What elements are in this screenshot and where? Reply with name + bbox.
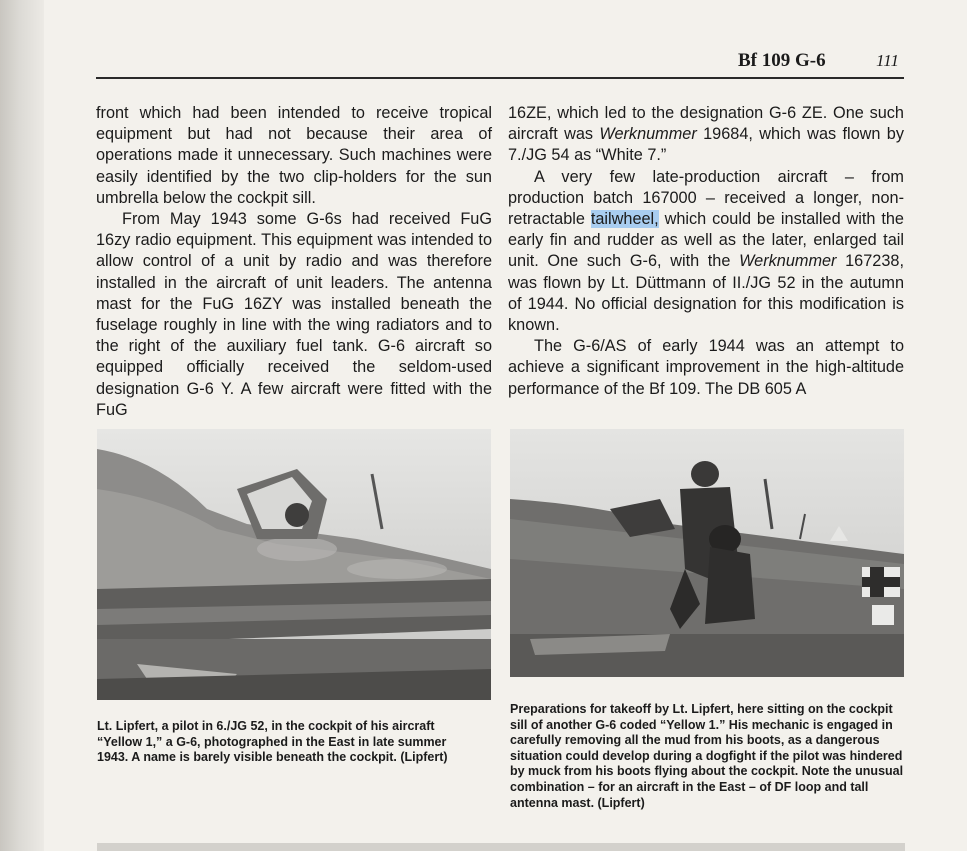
page-number: 111 [876, 51, 899, 70]
photo-caption-left: Lt. Lipfert, a pilot in 6./JG 52, in the cockpit of his aircraft “Yellow 1,” a G-6, photographed in the East in late summer 1943. A name is barely visible beneath the cockpit. (Lipfert) [97, 719, 448, 765]
paragraph: 16ZE, which led to the designation G-6 ZE. One such aircraft was Werknummer 19684, which was flown by 7./JG 54 as “White 7.” [508, 104, 904, 165]
text-column-right [508, 103, 904, 400]
paragraph: From May 1943 some G-6s had received FuG 16zy radio equipment. This equipment was intended to allow control of a unit by radio and was therefore installed in the aircraft of unit leaders. The antenna mast for the FuG 16ZY was installed beneath the fuselage roughly in line with the wing radiators and to the right of the auxiliary fuel tank. G-6 aircraft so equipped officially received the seldom-used designation G-6 Y. A few aircraft were fitted with the FuG [96, 210, 492, 419]
aircraft-photo-illustration [510, 429, 904, 677]
selected-text-highlight[interactable]: tailwheel, [590, 210, 659, 229]
photo-mechanic-cleaning-boots [510, 429, 904, 677]
paragraph: The G-6/AS of early 1944 was an attempt to achieve a significant improvement in the high-altitude performance of the Bf 109. The DB 605 A [508, 337, 904, 398]
photo-caption-right: Preparations for takeoff by Lt. Lipfert, here sitting on the cockpit sill of another G-6 coded “Yellow 1.” His mechanic is engaged in carefully removing all the mud from his boots, as a dangerous situation could develop during a dogfight if the pilot was hindered by muck from his boots flying about the cockpit. Note the unusual combination – for an aircraft in the East – of DF loop and tall antenna mast. (Lipfert) [510, 702, 904, 810]
text-column-left [96, 103, 492, 421]
paragraph: A very few late-production aircraft – from production batch 167000 – received a longer, non-retractable tailwheel, which could be installed with the early fin and rudder as well as the later, enlarged tail unit. One such G-6, with the Werknummer 167238, was flown by Lt. Düttmann of II./JG 52 in the autumn of 1944. No official designation for this modification is known. [508, 167, 904, 335]
aircraft-photo-illustration [97, 429, 491, 700]
photo-cockpit-pilot [97, 429, 491, 700]
next-photo-edge [97, 843, 905, 851]
running-header-title: Bf 109 G-6 [738, 50, 826, 71]
paragraph: front which had been intended to receive tropical equipment but had not because their area of operations made it unnecessary. Such machines were easily identified by the two clip-holders for the sun umbrella below the cockpit sill. [96, 104, 492, 207]
header-rule [96, 77, 904, 79]
page-gutter-shadow [0, 0, 44, 851]
